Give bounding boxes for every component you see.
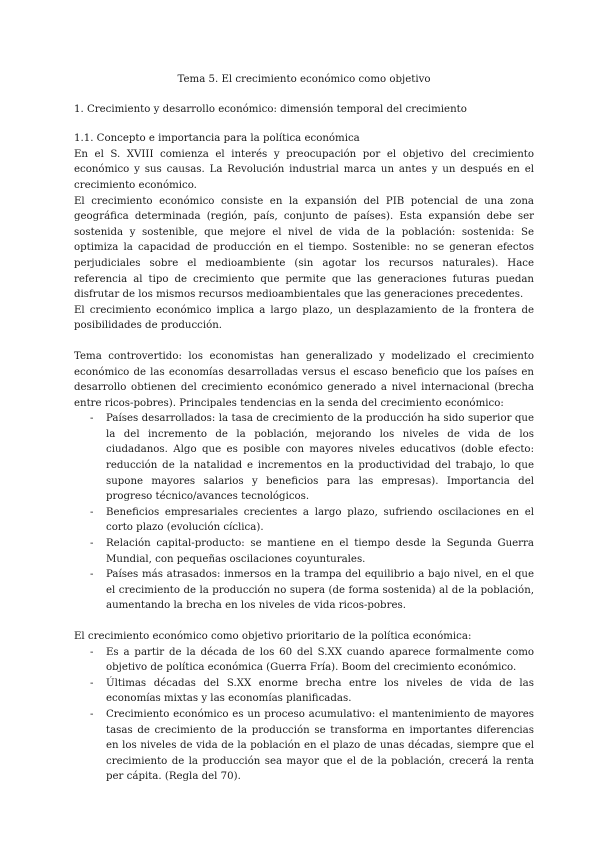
- list-item-text: Países desarrollados: la tasa de crecimiento de la producción ha sido superior que la del incremento de la población, mejorando los niveles de vida de los ciudadanos. Algo que es posible con mayores niveles educativos (doble efecto: reducción de la natalidad e incrementos en la productividad del trabajo, lo que supone mayores salarios y beneficios para las empresas). Importancia del progreso técnico/avances tecnológicos.: [106, 413, 534, 503]
- paragraph: En el S. XVIII comienza el interés y preocupación por el objetivo del crecimiento económico y sus causas. La Revolución industrial marca un antes y un después en el crecimiento económico.: [74, 148, 534, 191]
- subsection-heading: 1.1. Concepto e importancia para la política económica: [74, 133, 360, 145]
- list-item-text: Crecimiento económico es un proceso acumulativo: el mantenimiento de mayores tasas de crecimiento de la producción se transforma en importantes diferencias en los niveles de vida de la población en el plazo de unas décadas, siempre que el crecimiento de la producción sea mayor que el de la población, crecerá la renta per cápita. (Regla del 70).: [106, 708, 534, 783]
- list-item: [90, 411, 534, 505]
- dash-bullet: -: [90, 677, 94, 689]
- list-item: [90, 676, 534, 707]
- controversy-list: [74, 411, 534, 614]
- priority-list: [74, 645, 534, 785]
- list-item-text: Es a partir de la década de los 60 del S.XX cuando aparece formalmente como objetivo de política económica (Guerra Fría). Boom del crecimiento económico.: [106, 646, 534, 674]
- list-item: [90, 645, 534, 676]
- controversy-intro: Tema controvertido: los economistas han generalizado y modelizado el crecimiento económico de las economías desarrolladas versus el escaso beneficio que los países en desarrollo obtienen del crecimiento económico generado a nivel internacional (brecha entre ricos-pobres). Principales tendencias en la senda del crecimiento económico:: [74, 350, 534, 409]
- dash-bullet: -: [90, 646, 94, 658]
- list-item: [90, 536, 534, 567]
- spacer: [74, 614, 534, 629]
- page-title: Tema 5. El crecimiento económico como objetivo: [177, 74, 431, 85]
- paragraph: El crecimiento económico implica a largo plazo, un desplazamiento de la frontera de posibilidades de producción.: [74, 304, 534, 332]
- section-heading: 1. Crecimiento y desarrollo económico: dimensión temporal del crecimiento: [74, 103, 467, 115]
- paragraph: El crecimiento económico consiste en la expansión del PIB potencial de una zona geográfica determinada (región, país, conjunto de países). Esta expansión debe ser sostenida y sostenible, que mejore el nivel de vida de la población: sostenida: Se optimiza la capacidad de producción en el tiempo. Sostenible: no se generan efectos perjudiciales sobre el medioambiente (sin agotar los recursos naturales). Hace referencia al tipo de crecimiento que permite que las generaciones futuras puedan disfrutar de los mismos recursos medioambientales que las generaciones precedentes.: [74, 195, 534, 301]
- priority-intro: El crecimiento económico como objetivo prioritario de la política económica:: [74, 631, 472, 642]
- dash-bullet: -: [90, 569, 94, 581]
- list-item-text: Beneficios empresariales crecientes a largo plazo, sufriendo oscilaciones en el corto plazo (evolución cíclica).: [106, 506, 534, 534]
- list-item: [90, 567, 534, 614]
- list-item-text: Relación capital-producto: se mantiene en el tiempo desde la Segunda Guerra Mundial, con pequeñas oscilaciones coyunturales.: [106, 538, 534, 565]
- dash-bullet: -: [90, 413, 94, 425]
- dash-bullet: -: [90, 708, 94, 720]
- list-item-text: Últimas décadas del S.XX enorme brecha entre los niveles de vida de las economías mixtas y las economías planificadas.: [106, 677, 534, 705]
- list-item: [90, 505, 534, 536]
- dash-bullet: -: [90, 506, 94, 518]
- list-item: [90, 707, 534, 785]
- spacer: [74, 334, 534, 349]
- list-item-text: Países más atrasados: inmersos en la trampa del equilibrio a bajo nivel, en el que el crecimiento de la producción no supera (de forma sostenida) al de la población, aumentando la brecha en los niveles de vida ricos-pobres.: [106, 569, 534, 612]
- dash-bullet: -: [90, 538, 94, 550]
